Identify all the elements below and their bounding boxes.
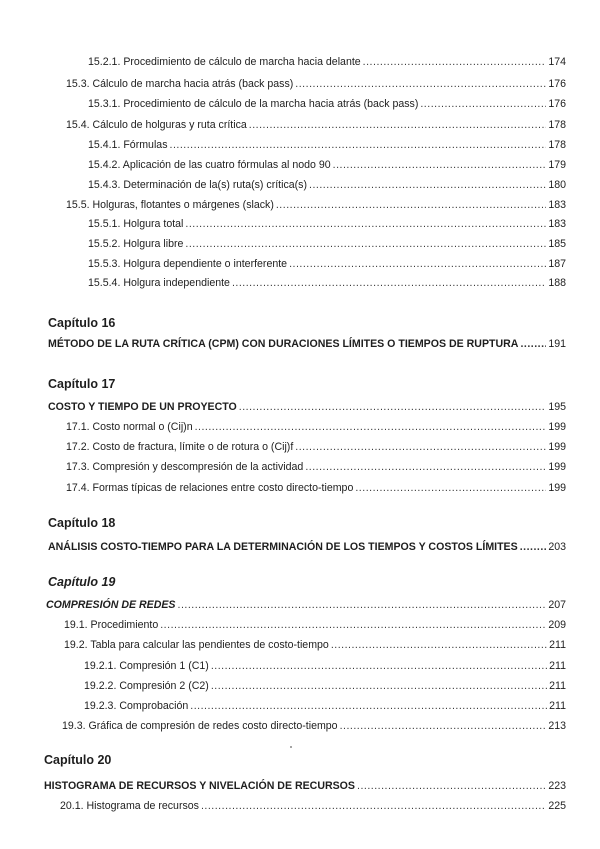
toc-entry[interactable] bbox=[66, 440, 566, 454]
toc-entry[interactable] bbox=[88, 178, 566, 192]
dot-leader bbox=[170, 138, 547, 152]
chapter-title-entry[interactable] bbox=[48, 337, 566, 351]
toc-entry-page: 209 bbox=[548, 619, 566, 631]
dot-leader bbox=[295, 440, 546, 454]
toc-entry-page: 199 bbox=[548, 482, 566, 494]
dot-leader bbox=[178, 598, 547, 612]
toc-entry-text: 15.3. Cálculo de marcha hacia atrás (back pass) bbox=[66, 78, 294, 90]
toc-entry-text: 19.2.2. Compresión 2 (C2) bbox=[84, 680, 209, 692]
chapter-heading: Capítulo 16 bbox=[48, 316, 116, 330]
chapter-title-text: ANÁLISIS COSTO-TIEMPO PARA LA DETERMINACIÓN DE LOS TIEMPOS Y COSTOS LÍMITES bbox=[48, 541, 518, 553]
toc-entry[interactable] bbox=[66, 481, 566, 495]
toc-entry[interactable] bbox=[84, 659, 566, 673]
toc-entry-text: 15.5.1. Holgura total bbox=[88, 218, 184, 230]
toc-entry-page: 211 bbox=[549, 700, 566, 712]
dot-leader bbox=[305, 460, 546, 474]
chapter-heading: Capítulo 19 bbox=[48, 575, 116, 589]
toc-entry-page: 183 bbox=[548, 199, 566, 211]
toc-entry-text: 17.2. Costo de fractura, límite o de rotura o (Cij)f bbox=[66, 441, 294, 453]
dot-leader bbox=[190, 699, 547, 713]
toc-entry-text: 19.2. Tabla para calcular las pendientes de costo-tiempo bbox=[64, 639, 329, 651]
chapter-title-page: 195 bbox=[548, 401, 566, 413]
chapter-heading: Capítulo 20 bbox=[44, 753, 112, 767]
toc-entry[interactable] bbox=[66, 460, 566, 474]
toc-entry-text: 15.5.3. Holgura dependiente o interferente bbox=[88, 258, 288, 270]
toc-entry[interactable] bbox=[66, 420, 566, 434]
toc-entry-page: 199 bbox=[548, 421, 566, 433]
chapter-title-text: MÉTODO DE LA RUTA CRÍTICA (CPM) CON DURACIONES LÍMITES O TIEMPOS DE RUPTURA bbox=[48, 338, 519, 350]
toc-entry-page: 180 bbox=[548, 179, 566, 191]
toc-entry-page: 174 bbox=[548, 56, 566, 68]
toc-entry-text: 19.1. Procedimiento bbox=[64, 619, 159, 631]
chapter-title-entry[interactable] bbox=[48, 540, 566, 554]
toc-entry[interactable] bbox=[88, 237, 566, 251]
dot-leader bbox=[309, 178, 546, 192]
toc-entry-text: 17.4. Formas típicas de relaciones entre costo directo-tiempo bbox=[66, 482, 354, 494]
toc-entry[interactable] bbox=[66, 118, 566, 132]
chapter-heading: Capítulo 18 bbox=[48, 516, 116, 530]
toc-entry-page: 179 bbox=[548, 159, 566, 171]
toc-entry[interactable] bbox=[84, 699, 566, 713]
dot-leader bbox=[333, 158, 547, 172]
chapter-title-entry[interactable] bbox=[46, 598, 566, 612]
toc-entry[interactable] bbox=[62, 719, 566, 733]
dot-leader bbox=[211, 679, 547, 693]
toc-entry-text: 15.4.3. Determinación de la(s) ruta(s) crítica(s) bbox=[88, 179, 308, 191]
chapter-title-text: COSTO Y TIEMPO DE UN PROYECTO bbox=[48, 401, 237, 413]
toc-entry-page: 176 bbox=[548, 78, 566, 90]
chapter-title-text: HISTOGRAMA DE RECURSOS Y NIVELACIÓN DE RECURSOS bbox=[44, 780, 355, 792]
dot-leader bbox=[520, 540, 547, 554]
dot-leader bbox=[211, 659, 547, 673]
toc-entry-page: 185 bbox=[548, 238, 566, 250]
toc-entry[interactable] bbox=[66, 77, 566, 91]
toc-entry-page: 178 bbox=[548, 139, 566, 151]
dot-leader bbox=[201, 799, 546, 813]
toc-entry[interactable] bbox=[88, 158, 566, 172]
toc-entry-text: 20.1. Histograma de recursos bbox=[60, 800, 199, 812]
toc-entry[interactable] bbox=[88, 97, 566, 111]
toc-entry[interactable] bbox=[88, 257, 566, 271]
dot-leader bbox=[276, 198, 546, 212]
toc-entry-page: 199 bbox=[548, 461, 566, 473]
toc-entry-text: 19.2.1. Compresión 1 (C1) bbox=[84, 660, 209, 672]
dot-leader bbox=[420, 97, 546, 111]
toc-entry-page: 213 bbox=[548, 720, 566, 732]
toc-entry-page: 187 bbox=[548, 258, 566, 270]
toc-entry-page: 178 bbox=[548, 119, 566, 131]
toc-entry[interactable] bbox=[88, 276, 566, 290]
toc-entry-text: 15.4. Cálculo de holguras y ruta crítica bbox=[66, 119, 247, 131]
chapter-title-page: 203 bbox=[548, 541, 566, 553]
toc-entry-page: 199 bbox=[548, 441, 566, 453]
dot-leader bbox=[520, 337, 546, 351]
dot-leader bbox=[289, 257, 546, 271]
chapter-title-page: 207 bbox=[548, 599, 566, 611]
dot-leader bbox=[185, 217, 546, 231]
dot-leader bbox=[355, 481, 546, 495]
toc-entry[interactable] bbox=[66, 198, 566, 212]
toc-entry-text: 19.3. Gráfica de compresión de redes costo directo-tiempo bbox=[62, 720, 338, 732]
toc-entry-page: 188 bbox=[548, 277, 566, 289]
dot-leader bbox=[160, 618, 546, 632]
toc-entry-text: 15.4.2. Aplicación de las cuatro fórmulas al nodo 90 bbox=[88, 159, 331, 171]
toc-entry-text: 17.1. Costo normal o (Cij)n bbox=[66, 421, 193, 433]
toc-entry-page: 211 bbox=[549, 680, 566, 692]
toc-entry-text: 15.5.4. Holgura independiente bbox=[88, 277, 230, 289]
toc-entry-text: 17.3. Compresión y descompresión de la actividad bbox=[66, 461, 304, 473]
chapter-title-entry[interactable] bbox=[48, 400, 566, 414]
dot-leader bbox=[295, 77, 546, 91]
dot-leader bbox=[232, 276, 546, 290]
chapter-title-text: COMPRESIÓN DE REDES bbox=[46, 599, 176, 611]
dot-leader bbox=[195, 420, 547, 434]
dot-leader bbox=[239, 400, 547, 414]
dot-leader bbox=[331, 638, 547, 652]
toc-entry-page: 183 bbox=[548, 218, 566, 230]
toc-entry[interactable] bbox=[64, 638, 566, 652]
toc-entry-page: 211 bbox=[549, 639, 566, 651]
toc-entry-page: 176 bbox=[548, 98, 566, 110]
toc-entry-text: 15.5. Holguras, flotantes o márgenes (slack) bbox=[66, 199, 274, 211]
dot-leader bbox=[185, 237, 546, 251]
toc-entry-text: 15.4.1. Fórmulas bbox=[88, 139, 168, 151]
toc-entry[interactable] bbox=[88, 217, 566, 231]
chapter-title-page: 191 bbox=[548, 338, 566, 350]
toc-entry[interactable] bbox=[64, 618, 566, 632]
chapter-title-entry[interactable] bbox=[44, 779, 566, 793]
toc-entry-page: 225 bbox=[548, 800, 566, 812]
dot-leader bbox=[249, 118, 547, 132]
dot-leader bbox=[357, 779, 546, 793]
chapter-title-page: 223 bbox=[548, 780, 566, 792]
toc-entry[interactable] bbox=[84, 679, 566, 693]
toc-entry[interactable] bbox=[60, 799, 566, 813]
toc-entry-page: 211 bbox=[549, 660, 566, 672]
chapter-heading: Capítulo 17 bbox=[48, 377, 116, 391]
scan-speck bbox=[290, 746, 292, 748]
toc-entry[interactable] bbox=[88, 138, 566, 152]
toc-entry[interactable] bbox=[88, 55, 566, 69]
dot-leader bbox=[363, 55, 547, 69]
dot-leader bbox=[340, 719, 547, 733]
toc-entry-text: 15.5.2. Holgura libre bbox=[88, 238, 184, 250]
toc-entry-text: 19.2.3. Comprobación bbox=[84, 700, 189, 712]
toc-entry-text: 15.3.1. Procedimiento de cálculo de la marcha hacia atrás (back pass) bbox=[88, 98, 419, 110]
toc-entry-text: 15.2.1. Procedimiento de cálculo de marcha hacia delante bbox=[88, 56, 361, 68]
